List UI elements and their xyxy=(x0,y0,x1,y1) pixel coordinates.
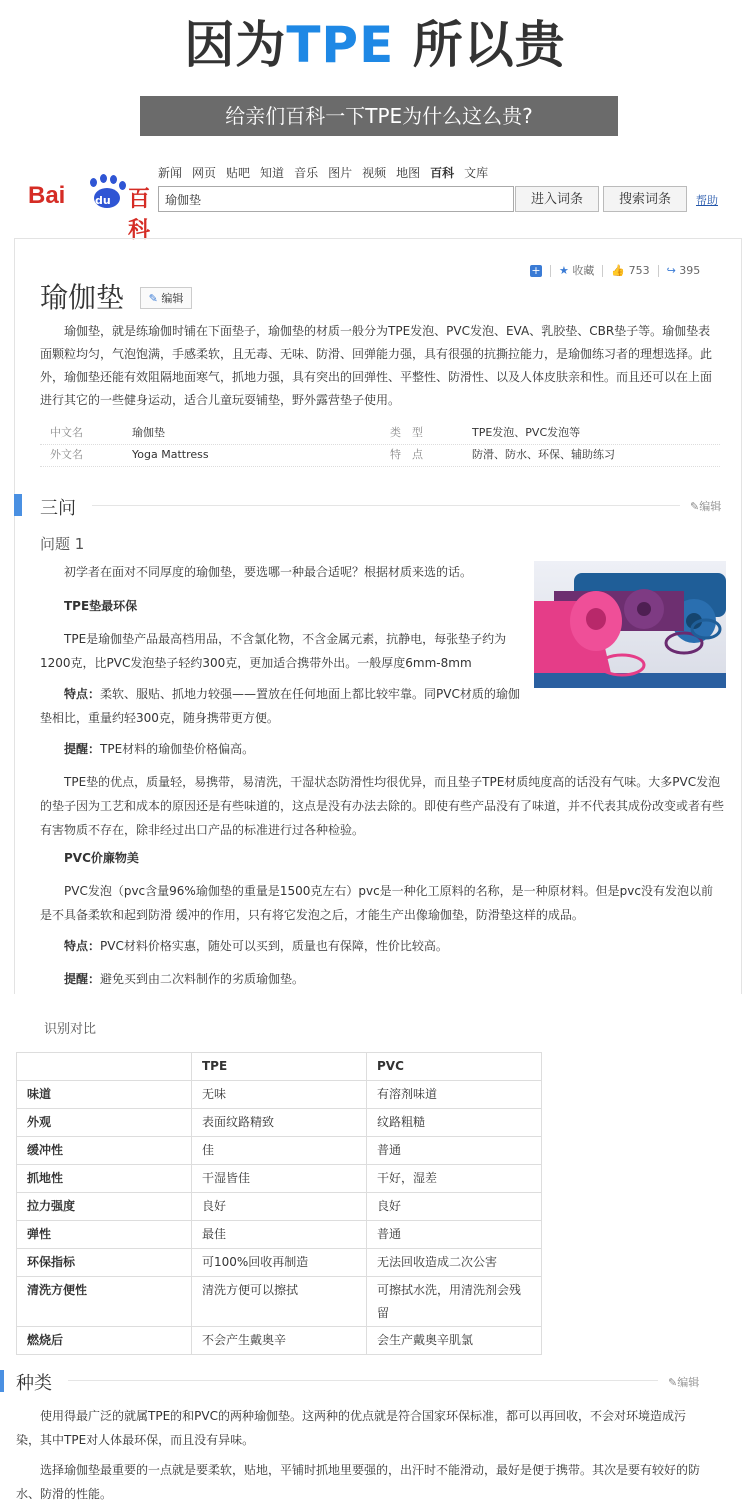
info-value: TPE发泡、PVC发泡等 xyxy=(472,426,581,439)
table-cell: 普通 xyxy=(367,1221,542,1249)
table-cell: 缓冲性 xyxy=(17,1137,192,1165)
search-entry-button[interactable]: 搜索词条 xyxy=(603,186,687,212)
table-cell: 干好，湿差 xyxy=(367,1165,542,1193)
table-cell: 有溶剂味道 xyxy=(367,1081,542,1109)
table-cell: 拉力强度 xyxy=(17,1193,192,1221)
share-button[interactable] xyxy=(667,264,701,277)
info-value: 防滑、防水、环保、辅助练习 xyxy=(472,448,615,461)
table-cell: 外观 xyxy=(17,1109,192,1137)
table-cell: 弹性 xyxy=(17,1221,192,1249)
table-header-row xyxy=(17,1053,542,1081)
pvc-feature-paragraph xyxy=(40,934,720,958)
info-key: 类 型 xyxy=(390,426,423,439)
table-cell: 环保指标 xyxy=(17,1249,192,1277)
top-nav xyxy=(158,164,498,181)
section-divider xyxy=(92,505,680,506)
section-title-types: 种类 xyxy=(16,1373,52,1394)
nav-item-baike[interactable]: 百科 xyxy=(430,166,455,180)
section-divider xyxy=(68,1380,658,1381)
nav-item-images[interactable]: 图片 xyxy=(328,166,353,180)
share-icon: ↪ xyxy=(666,264,676,277)
types-paragraph-2: 选择瑜伽垫最重要的一点就是要柔软，贴地，平铺时抓地里要强的，出汗时不能滑动，最好是便于携带。其次是要有较好的防水、防滑的性能。 xyxy=(16,1463,701,1501)
info-value: 瑜伽垫 xyxy=(132,426,165,439)
section-edit-label: 编辑 xyxy=(699,500,722,513)
table-cell: 会生产戴奥辛肌氯 xyxy=(367,1327,542,1355)
pvc-remind-text: 避免买到由二次料制作的劣质瑜伽垫。 xyxy=(100,972,305,986)
table-cell: 燃烧后 xyxy=(17,1327,192,1355)
section-title-sanwen: 三问 xyxy=(40,498,76,519)
help-link[interactable]: 帮助 xyxy=(696,194,718,207)
section-edit-link[interactable] xyxy=(690,498,721,514)
star-icon: ★ xyxy=(559,264,569,277)
pvc-feature-text: PVC材料价格实惠，随处可以买到，质量也有保障，性价比较高。 xyxy=(100,939,448,953)
hero-title-accent: TPE xyxy=(286,16,395,74)
tpe-remind-text: TPE材料的瑜伽垫价格偏高。 xyxy=(100,742,255,756)
pvc-paragraph: PVC发泡（pvc含量96%瑜伽垫的重量是1500克左右）pvc是一种化工原料的名称，是一种原材料。但是pvc没有发泡以前是不具备柔软和起到防滑 缓冲的作用，只有将它发泡之后，才能生产出像瑜伽垫，防滑垫这样的成品。 xyxy=(40,884,713,922)
section-marker xyxy=(14,494,22,516)
table-cell: 可擦拭水洗，用清洗剂会残留 xyxy=(367,1277,542,1327)
nav-item-video[interactable]: 视频 xyxy=(362,166,387,180)
pvc-remind-paragraph xyxy=(40,967,720,991)
remind-label: 提醒： xyxy=(64,972,101,986)
table-row xyxy=(17,1165,542,1193)
table-cell: 抓地性 xyxy=(17,1165,192,1193)
collect-button[interactable] xyxy=(559,262,594,278)
table-cell: 佳 xyxy=(192,1137,367,1165)
info-key: 特 点 xyxy=(390,448,423,461)
table-row xyxy=(17,1193,542,1221)
table-row xyxy=(17,1109,542,1137)
comparison-label: 识别对比 xyxy=(44,1022,97,1037)
baidu-baike-logo[interactable] xyxy=(28,174,151,243)
comparison-table xyxy=(16,1052,542,1355)
pencil-icon: ✎ xyxy=(690,500,700,513)
table-cell: 良好 xyxy=(192,1193,367,1221)
nav-item-zhidao[interactable]: 知道 xyxy=(260,166,285,180)
table-cell: 良好 xyxy=(367,1193,542,1221)
section-edit-link[interactable] xyxy=(668,1374,699,1390)
add-button[interactable] xyxy=(530,264,542,277)
table-cell: 清洗方便性 xyxy=(17,1277,192,1327)
like-button[interactable] xyxy=(611,264,649,277)
tpe-feature-paragraph xyxy=(40,682,530,730)
nav-item-tieba[interactable]: 贴吧 xyxy=(226,166,251,180)
question-title: 问题 1 xyxy=(40,535,85,553)
intro-paragraph: 瑜伽垫，就是练瑜伽时铺在下面垫子，瑜伽垫的材质一般分为TPE发泡、PVC发泡、EVA、乳胶垫、CBR垫子等。瑜伽垫表面颗粒均匀，气泡饱满，手感柔软，且无毒、无味、防滑、回弹能力强，具有很强的抗撕拉能力，是瑜伽练习者的理想选择。此外，瑜伽垫还能有效阻隔地面寒气，抓地力强，具有突出的回弹性、平整性、防滑性、以及人体皮肤亲和性。而且还可以在上面进行其它的一些健身运动，适合儿童玩耍铺垫，野外露营垫子使用。 xyxy=(40,324,713,407)
yoga-mats-image xyxy=(534,561,726,688)
edit-label: 编辑 xyxy=(161,292,184,305)
table-cell: 表面纹路精致 xyxy=(192,1109,367,1137)
types-paragraph-1: 使用得最广泛的就属TPE的和PVC的两种瑜伽垫。这两种的优点就是符合国家环保标准，都可以再回收，不会对环境造成污染，其中TPE对人体最环保，而且没有异味。 xyxy=(16,1409,686,1447)
nav-item-wenku[interactable]: 文库 xyxy=(464,166,489,180)
info-key: 外文名 xyxy=(50,448,83,461)
hero-title-post: 所以贵 xyxy=(394,16,566,74)
thumbs-up-icon: 👍 xyxy=(611,264,626,277)
tpe-remind-paragraph xyxy=(40,737,720,761)
table-cell: 普通 xyxy=(367,1137,542,1165)
basic-info-row xyxy=(40,444,720,467)
table-cell: 不会产生戴奥辛 xyxy=(192,1327,367,1355)
table-row xyxy=(17,1249,542,1277)
table-header-cell: PVC xyxy=(367,1053,542,1081)
logo-du-text: du xyxy=(95,194,111,207)
hero-banner: 给亲们百科一下TPE为什么这么贵? xyxy=(140,96,618,136)
table-row xyxy=(17,1277,542,1327)
info-value: Yoga Mattress xyxy=(132,448,209,461)
hero-title-pre: 因为 xyxy=(184,16,287,74)
table-cell: 干湿皆佳 xyxy=(192,1165,367,1193)
table-cell: 最佳 xyxy=(192,1221,367,1249)
article-toolbar xyxy=(530,262,708,278)
tpe-heading: TPE垫最环保 xyxy=(64,599,138,613)
section-marker xyxy=(0,1370,4,1392)
like-count: 753 xyxy=(628,264,650,277)
table-cell: 纹路粗糙 xyxy=(367,1109,542,1137)
feature-label: 特点： xyxy=(64,939,101,953)
table-header-cell xyxy=(17,1053,192,1081)
plus-icon: + xyxy=(531,264,541,277)
table-cell: 无法回收造成二次公害 xyxy=(367,1249,542,1277)
hero-title xyxy=(0,14,750,76)
table-row xyxy=(17,1137,542,1165)
edit-button[interactable] xyxy=(140,287,192,309)
search-input[interactable]: 瑜伽垫 xyxy=(158,186,514,212)
basic-info-row xyxy=(40,422,720,445)
table-row xyxy=(17,1327,542,1355)
feature-label: 特点： xyxy=(64,687,101,701)
logo-bai-text: Bai xyxy=(28,182,66,209)
remind-label: 提醒： xyxy=(64,742,101,756)
table-row xyxy=(17,1221,542,1249)
tpe-paragraph: TPE是瑜伽垫产品最高档用品，不含氯化物，不含金属元素，抗静电，每张垫子约为1200克，比PVC发泡垫子轻约300克，更加适合携带外出。一般厚度6mm-8mm xyxy=(40,632,507,670)
nav-item-map[interactable]: 地图 xyxy=(396,166,421,180)
nav-item-music[interactable]: 音乐 xyxy=(294,166,319,180)
table-row xyxy=(17,1081,542,1109)
logo-baike-text: 百科 xyxy=(128,187,151,243)
nav-item-news[interactable]: 新闻 xyxy=(158,166,183,180)
info-key: 中文名 xyxy=(50,426,83,439)
tpe-advantage-paragraph: TPE垫的优点，质量轻，易携带，易清洗，干湿状态防滑性均很优异，而且垫子TPE材质纯度高的话没有气味。大多PVC发泡的垫子因为工艺和成本的原因还是有些味道的，这点是没有办法去除的。即使有些产品没有了味道，并不代表其成份改变或者有些有害物质不存在，除非经过出口产品的标准进行过各种检验。 xyxy=(40,775,725,837)
tpe-feature-text: 柔软、服贴、抓地力较强——置放在任何地面上都比较牢靠。同PVC材质的瑜伽垫相比，重量约轻300克，随身携带更方便。 xyxy=(40,687,520,725)
table-cell: 可100%回收再制造 xyxy=(192,1249,367,1277)
share-count: 395 xyxy=(679,264,701,277)
table-cell: 清洗方便可以擦拭 xyxy=(192,1277,367,1327)
table-header-cell: TPE xyxy=(192,1053,367,1081)
collect-label: 收藏 xyxy=(572,264,595,277)
table-cell: 无味 xyxy=(192,1081,367,1109)
pencil-icon: ✎ xyxy=(668,1376,678,1389)
section-edit-label: 编辑 xyxy=(677,1376,700,1389)
pvc-heading: PVC价廉物美 xyxy=(64,851,139,865)
question-text: 初学者在面对不同厚度的瑜伽垫，要选哪一种最合适呢？根据材质来选的话。 xyxy=(64,565,473,579)
page-title: 瑜伽垫 xyxy=(40,281,125,314)
pencil-icon: ✎ xyxy=(148,292,158,305)
enter-entry-button[interactable]: 进入词条 xyxy=(515,186,599,212)
nav-item-web[interactable]: 网页 xyxy=(192,166,217,180)
table-cell: 味道 xyxy=(17,1081,192,1109)
